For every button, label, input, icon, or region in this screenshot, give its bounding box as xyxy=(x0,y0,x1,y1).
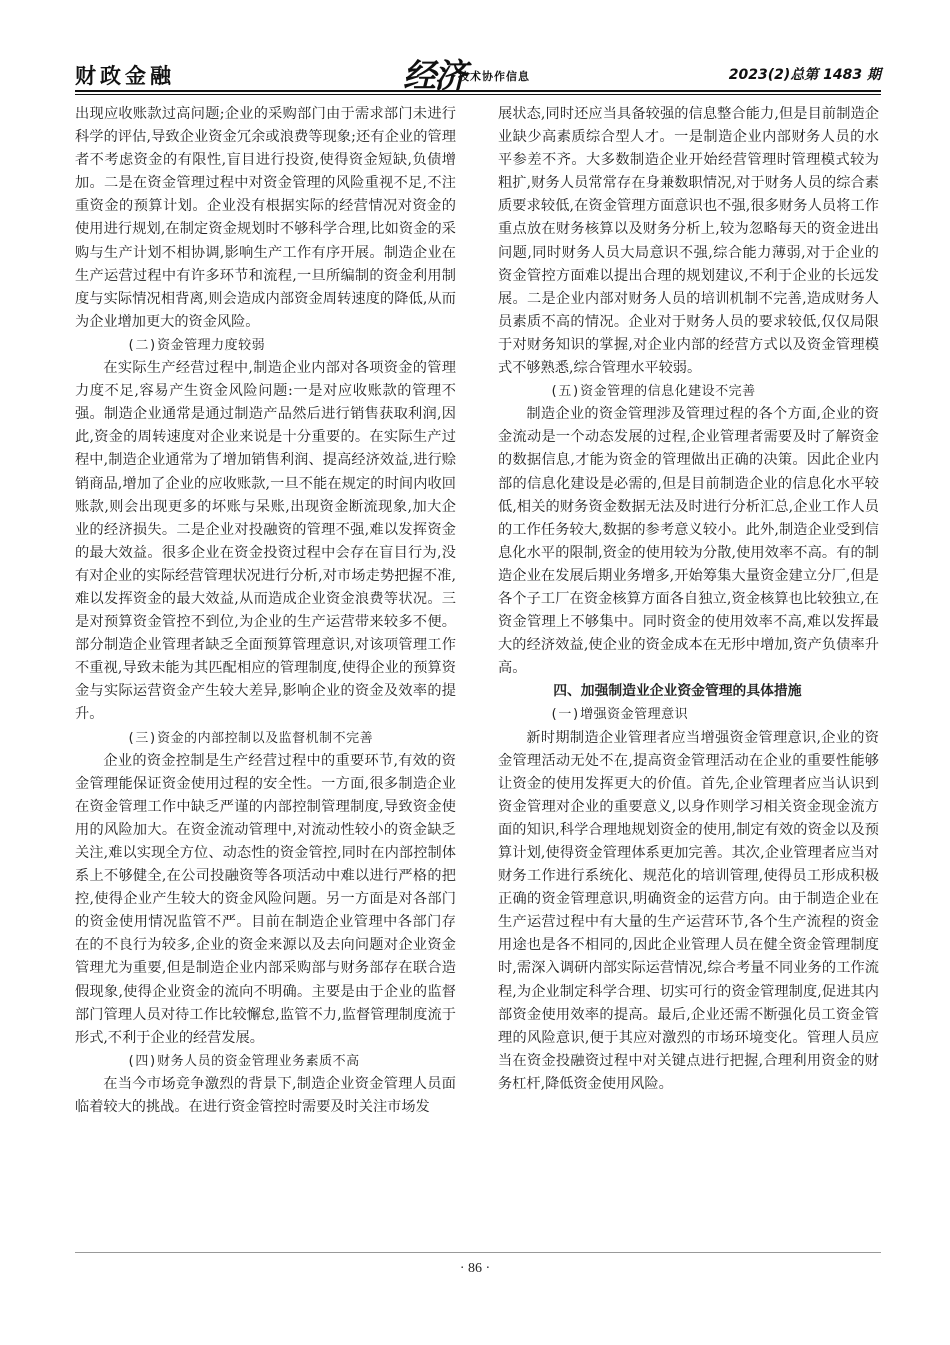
subsection-heading: (一)增强资金管理意识 xyxy=(550,707,689,723)
header-rule xyxy=(75,90,881,92)
journal-logo: 经济 xyxy=(403,56,465,95)
journal-logo-subtitle: 技术协作信息 xyxy=(458,70,530,83)
subsection-heading: (二)资金管理力度较弱 xyxy=(127,337,266,353)
paragraph: 新时期制造企业管理者应当增强资金管理意识,企业的资金管理活动无处不在,提高资金管理活动在企业的重要性能够让资金的使用发挥更大的价值。首先,企业管理者应当认识到资金管理对企业的重要意义,以身作则学习相关资金现金流方面的知识,科学合理地规划资金的使用,制定有效的资金以及预算计划,使得资金管理体系更加完善。其次,企业管理者应当对财务工作进行系统化、规范化的培训管理,使得员工形成积极正确的资金管理意识,明确资金的运营方向。由于制造企业在生产运营过程中有大量的生产运营环节,各个生产流程的资金用途也是各不相同的,因此企业管理人员在健全资金管理制度时,需深入调研内部实际运营情况,综合考量不同业务的工作流程,为企业制定科学合理、切实可行的资金管理制度,促进其内部资金使用效率的提高。最后,企业还需不断强化员工资金管理的风险意识,便于其应对激烈的市场环境变化。管理人员应当在资金投融资过程中对关键点进行把握,合理利用资金的财务杠杆,降低资金使用风险。 xyxy=(498,729,879,1092)
subsection-heading: (四)财务人员的资金管理业务素质不高 xyxy=(127,1053,360,1069)
header-rule-thin xyxy=(75,94,881,95)
issue-number: 2023(2)总第 1483 期 xyxy=(728,67,881,83)
section-heading: 四、加强制造业企业资金管理的具体措施 xyxy=(553,683,802,700)
paragraph: 展状态,同时还应当具备较强的信息整合能力,但是目前制造企业缺少高素质综合型人才。一是制造企业内部财务人员的水平参差不齐。大多数制造企业开始经营管理时管理模式较为粗扩,财务人员常常存在身兼数职情况,对于财务人员的综合素质要求较低,在资金管理方面意识也不强,很多财务人员将工作重点放在财务核算以及财务分析上,较为忽略每天的资金进出问题,同时财务人员大局意识不强,综合能力薄弱,对于企业的资金管控方面难以提出合理的规划建议,不利于企业的长远发展。二是企业内部对财务人员的培训机制不完善,造成财务人员素质不高的情况。企业对于财务人员的要求较低,仅仅局限于对财务知识的掌握,对企业内部的经营方式以及资金管理模式不够熟悉,综合管理水平较弱。 xyxy=(498,106,879,377)
right-column xyxy=(498,103,879,1096)
page-number: · 86 · xyxy=(459,1261,491,1276)
page-header xyxy=(75,56,881,95)
subsection-heading: (三)资金的内部控制以及监督机制不完善 xyxy=(127,730,374,746)
paragraph: 出现应收账款过高问题;企业的采购部门由于需求部门未进行科学的评估,导致企业资金冗余或浪费等现象;还有企业的管理者不考虑资金的有限性,盲目进行投资,使得资金短缺,负债增加。二是在资金管理过程中对资金管理的风险重视不足,不注重资金的预算计划。企业没有根据实际的经营情况对资金的使用进行规划,在制定资金规划时不够科学合理,比如资金的采购与生产计划不相协调,影响生产工作有序开展。制造企业在生产运营过程中有许多环节和流程,一旦所编制的资金利用制度与实际情况相背离,则会造成内部资金周转速度的降低,从而为企业增加更大的资金风险。 xyxy=(75,106,456,330)
paragraph: 在当今市场竞争激烈的背景下,制造企业资金管理人员面临着较大的挑战。在进行资金管控时需要及时关注市场发 xyxy=(75,1075,456,1116)
paragraph: 制造企业的资金管理涉及管理过程的各个方面,企业的资金流动是一个动态发展的过程,企业管理者需要及时了解资金的数据信息,才能为资金的管理做出正确的决策。因此企业内部的信息化建设是必需的,但是目前制造企业的信息化水平较低,相关的财务资金数据无法及时进行分析汇总,企业工作人员的工作任务较大,数据的参考意义较小。此外,制造企业受到信息化水平的限制,资金的使用较为分散,使用效率不高。有的制造企业在发展后期业务增多,开始筹集大量资金建立分厂,但是各个子工厂在资金核算方面各自独立,资金核算也比较独立,在资金管理上不够集中。同时资金的使用效率不高,难以发挥最大的经济效益,使企业的资金成本在无形中增加,资产负债率升高。 xyxy=(498,406,879,677)
left-column xyxy=(75,103,456,1119)
footer-rule xyxy=(75,1252,881,1253)
paragraph: 在实际生产经营过程中,制造企业内部对各项资金的管理力度不足,容易产生资金风险问题:一是对应收账款的管理不强。制造企业通常是通过制造产品然后进行销售获取利润,因此,资金的周转速度对企业来说是十分重要的。在实际生产过程中,制造企业通常为了增加销售利润、提高经济效益,进行赊销商品,增加了企业的应收账款,一旦不能在规定的时间内收回账款,则会出现更多的坏账与呆账,出现资金断流现象,加大企业的经济损失。二是企业对投融资的管理不强,难以发挥资金的最大效益。很多企业在资金投资过程中会存在盲目行为,没有对企业的实际经营管理状况进行分析,对市场走势把握不准,难以发挥资金的最大效益,从而造成企业资金浪费等状况。三是对预算资金管控不到位,为企业的生产运营带来较多不便。部分制造企业管理者缺乏全面预算管理意识,对该项管理工作不重视,导致未能为其匹配相应的管理制度,使得企业的预算资金与实际运营资金产生较大差异,影响企业的资金及效率的提升。 xyxy=(75,360,456,723)
paragraph: 企业的资金控制是生产经营过程中的重要环节,有效的资金管理能保证资金使用过程的安全性。一方面,很多制造企业在资金管理工作中缺乏严谨的内部控制管理制度,导致资金使用的风险加大。在资金流动管理中,对流动性较小的资金缺乏关注,难以实现全方位、动态性的资金管控,同时在内部控制体系上不够健全,在公司投融资等各项活动中难以进行严格的把控,使得企业产生较大的资金风险问题。另一方面是对各部门的资金使用情况监管不严。目前在制造企业管理中各部门存在的不良行为较多,企业的资金来源以及去向问题对企业资金管理尤为重要,但是制造企业内部采购部与财务部存在联合造假现象,使得企业资金的流向不明确。主要是由于企业的监督部门管理人员对待工作比较懈怠,监管不力,监督管理制度流于形式,不利于企业的经营发展。 xyxy=(75,752,456,1046)
subsection-heading: (五)资金管理的信息化建设不完善 xyxy=(550,384,756,400)
section-title: 财政金融 xyxy=(75,64,175,88)
